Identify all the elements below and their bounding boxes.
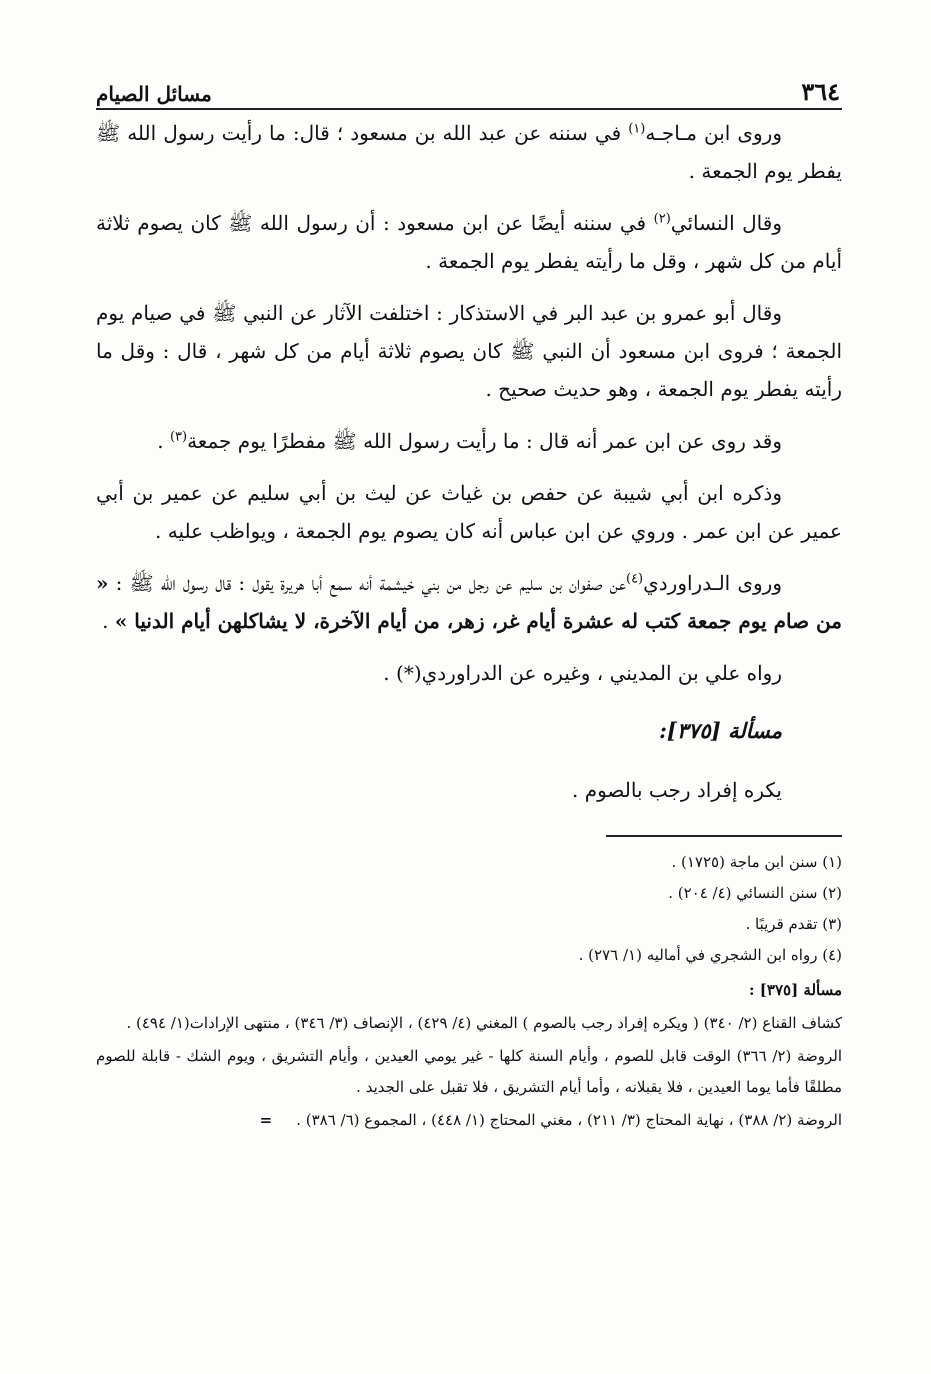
references [96, 975, 842, 1136]
issue-text: يكره إفراد رجب بالصوم . [572, 778, 782, 802]
footnote: (١) سنن ابن ماجة (١٧٢٥) . [671, 853, 842, 871]
issue-heading: مسألة [٣٧٥]: [659, 718, 782, 743]
footnote-ref[interactable]: (٢) [653, 211, 671, 227]
body-text [96, 114, 842, 692]
reference-line: الروضة (٢/ ٣٨٨) ، نهاية المحتاج (٣/ ٢١١) ، مغني المحتاج (١/ ٤٤٨) ، المجموع (٦/ ٣٨٦) .= [259, 1111, 842, 1129]
footnote-ref[interactable]: (٤) [625, 571, 644, 587]
paragraph: وروى ابن مـاجـه$^{(١)}$ في سننه عن عبد الله بن مسعود ؛ قال: ما رأيت رسول الله ﷺ يفطر يوم الجمعة . [96, 121, 842, 183]
continuation-mark: = [259, 1111, 273, 1129]
reference-line: الروضة (٢/ ٣٦٦) الوقت قابل للصوم ، وأيام السنة كلها - غير يومي العيدين ، وأيام التشريق ، ويوم الشك - قابلة للصوم مطلقًا فأما يوما العيدين ، فلا يقبلانه ، وأما أيام التشريق ، فلا تقبل على الجديد . [96, 1047, 842, 1096]
paragraph: وذكره ابن أبي شيبة عن حفص بن غياث عن ليث بن أبي سليم عن عمير بن أبي عمير عن ابن عمر . وروي عن ابن عباس أنه كان يصوم يوم الجمعة ، ويواظب عليه . [96, 481, 842, 543]
references-title: مسألة [٣٧٥] : [749, 981, 842, 999]
paragraph: وروى الـدراوردي$^{(٤)}$عن صفوان بن سليم عن رجل من بني خيشمة أنه سمع أبا هريرة يقول : قال رسول الله ﷺ : « من صام يوم جمعة كتب له عشرة أيام غر، زهر، من أيام الآخرة، لا يشاكلهن أيام الدنيا » . [96, 571, 842, 633]
page-number: ٣٦٤ [801, 77, 840, 106]
footnote: (٣) تقدم قريبًا . [745, 915, 842, 933]
paragraph: وقال النسائي$^{(٢)}$ في سننه أيضًا عن ابن مسعود : أن رسول الله ﷺ كان يصوم ثلاثة أيام من كل شهر ، وقل ما رأيته يفطر يوم الجمعة . [96, 211, 842, 273]
footnote: (٤) رواه ابن الشجري في أماليه (١/ ٢٧٦) . [578, 946, 842, 964]
book-page [96, 70, 842, 1330]
paragraph: وقال أبو عمرو بن عبد البر في الاستذكار : اختلفت الآثار عن النبي ﷺ في صيام يوم الجمعة ؛ فروى ابن مسعود أن النبي ﷺ كان يصوم ثلاثة أيام من كل شهر ، قال : وقل ما رأيته يفطر يوم الجمعة ، وهو حديث صحيح . [96, 301, 842, 401]
paragraph: وقد روى عن ابن عمر أنه قال : ما رأيت رسول الله ﷺ مفطرًا يوم جمعة$^{(٣)}$ . [157, 429, 782, 453]
reference-line: كشاف القناع (٢/ ٣٤٠) ( ويكره إفراد رجب بالصوم ) المغني (٤/ ٤٢٩) ، الإنصاف (٣/ ٣٤٦) ، منتهى الإرادات(١/ ٤٩٤) . [126, 1014, 842, 1032]
footnotes [96, 847, 842, 971]
footnote-ref[interactable]: (١) [628, 121, 646, 137]
running-title: مسائل الصيام [96, 82, 212, 106]
paragraph: رواه علي بن المديني ، وغيره عن الدراوردي(*) . [383, 661, 782, 685]
footnote-divider [606, 835, 842, 837]
footnote-ref[interactable]: (٣) [169, 429, 188, 445]
footnote: (٢) سنن النسائي (٤/ ٢٠٤) . [668, 884, 842, 902]
page-header [96, 70, 842, 110]
hadith-quote: « من صام يوم جمعة كتب له عشرة أيام غر، زهر، من أيام الآخرة، لا يشاكلهن أيام الدنيا » [96, 571, 842, 633]
